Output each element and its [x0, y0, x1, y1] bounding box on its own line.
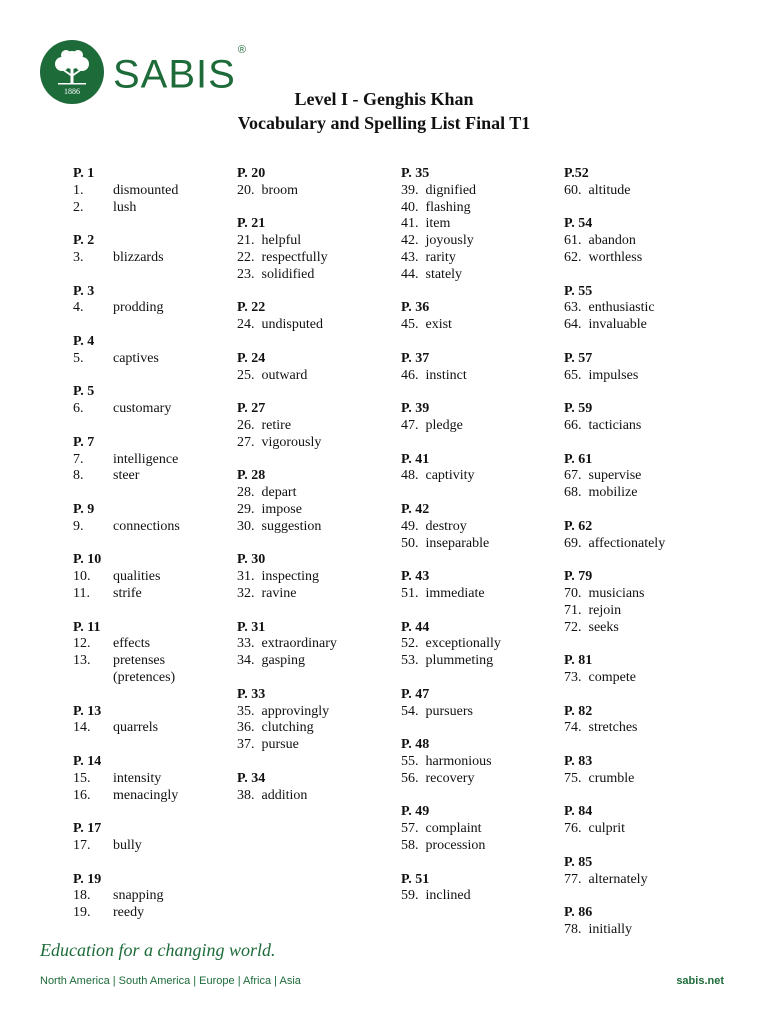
vocab-word: item	[425, 216, 451, 232]
vocab-word: tacticians	[588, 418, 642, 433]
vocab-word: invaluable	[588, 317, 647, 333]
vocab-item	[401, 232, 474, 249]
vocab-word: procession	[425, 838, 486, 853]
vocab-number: 56.	[401, 770, 419, 786]
page-heading: P. 55	[564, 283, 593, 299]
page-heading: P. 42	[401, 502, 430, 517]
vocab-item	[73, 182, 178, 199]
vocab-word: approvingly	[261, 703, 330, 719]
vocab-number: 53.	[401, 653, 419, 669]
vocab-number: 35.	[237, 703, 255, 719]
vocab-item	[237, 518, 321, 535]
page-heading: P. 54	[564, 216, 593, 232]
vocab-number: 3.	[73, 250, 84, 265]
vocab-word: exist	[425, 317, 452, 333]
vocab-number: 2.	[73, 199, 84, 215]
vocab-word: impulses	[588, 367, 639, 383]
vocab-number: 42.	[401, 233, 419, 249]
vocab-word: plummeting	[425, 653, 494, 669]
vocab-item	[237, 367, 307, 384]
page-heading: P. 84	[564, 804, 593, 820]
seal-year: 1886	[64, 87, 80, 96]
vocab-number: 77.	[564, 871, 582, 887]
page-heading: P. 62	[564, 518, 593, 534]
vocab-number: 23.	[237, 266, 255, 282]
vocab-item	[401, 887, 471, 904]
page-heading: P. 49	[401, 804, 430, 820]
page-heading: P. 86	[564, 905, 593, 921]
page-heading: P. 51	[401, 871, 430, 887]
page-heading: P. 27	[237, 401, 266, 417]
vocab-number: 37.	[237, 737, 255, 753]
vocab-item	[564, 585, 645, 602]
vocab-item	[73, 350, 159, 367]
vocab-item	[564, 921, 632, 938]
vocab-word: pursuers	[425, 703, 473, 719]
vocab-word: stretches	[588, 720, 638, 736]
vocab-number: 74.	[564, 720, 582, 736]
vocab-number: 27.	[237, 434, 255, 450]
page-heading: P. 21	[237, 216, 266, 232]
vocab-number: 62.	[564, 250, 582, 265]
vocab-item	[564, 719, 637, 736]
vocab-word: solidified	[261, 266, 315, 282]
vocab-item	[237, 652, 305, 669]
vocab-number: 6.	[73, 401, 84, 417]
vocab-item	[564, 619, 619, 636]
vocab-number: 29.	[237, 502, 255, 517]
footer-tagline: Education for a changing world.	[40, 940, 276, 960]
vocab-item	[73, 568, 160, 585]
vocab-number: 44.	[401, 266, 419, 282]
vocab-word: culprit	[588, 821, 626, 837]
vocab-number: 40.	[401, 199, 419, 215]
vocab-number: 75.	[564, 770, 582, 786]
vocab-number: 65.	[564, 367, 582, 383]
vocab-number: 78.	[564, 922, 582, 937]
page-heading: P. 11	[73, 619, 101, 635]
vocab-item	[564, 770, 634, 787]
vocab-word: inseparable	[425, 535, 490, 551]
vocab-word: suggestion	[261, 518, 322, 534]
vocab-word: addition	[261, 787, 308, 803]
vocab-number: 9.	[73, 518, 84, 534]
vocab-word: steer	[113, 468, 140, 484]
vocab-word: impose	[261, 502, 302, 517]
vocab-word: gasping	[261, 653, 306, 669]
vocab-word: dignified	[425, 182, 477, 198]
vocab-item	[564, 820, 625, 837]
page-heading: P. 10	[73, 552, 102, 568]
vocab-word: immediate	[425, 586, 485, 601]
vocab-item	[564, 232, 636, 249]
vocab-number: 20.	[237, 182, 255, 198]
page-heading: P. 83	[564, 754, 593, 769]
vocab-number: 22.	[237, 250, 255, 265]
page-heading: P. 4	[73, 334, 95, 349]
vocab-number: 26.	[237, 418, 255, 433]
vocab-number: 59.	[401, 888, 419, 904]
vocab-item	[73, 787, 178, 804]
vocab-number: 15.	[73, 770, 91, 786]
vocab-word: abandon	[588, 233, 636, 249]
vocab-word: strife	[113, 586, 142, 601]
vocab-word: pursue	[261, 737, 299, 753]
vocab-item	[401, 837, 485, 854]
vocab-item	[73, 669, 175, 686]
vocab-number: 7.	[73, 451, 84, 467]
vocab-item	[73, 199, 136, 216]
page-heading: P. 44	[401, 619, 430, 635]
page-heading: P. 48	[401, 737, 430, 753]
page-heading: P. 43	[401, 569, 430, 585]
vocab-number: 11.	[73, 586, 90, 601]
vocab-word: outward	[261, 367, 308, 383]
vocab-word: vigorously	[261, 434, 322, 450]
vocab-word: enthusiastic	[588, 300, 655, 316]
page-heading: P. 85	[564, 854, 593, 870]
vocab-number: 60.	[564, 182, 582, 198]
vocab-number: 71.	[564, 602, 582, 618]
vocab-item	[237, 266, 314, 283]
page-heading: P. 14	[73, 754, 102, 769]
vocab-item	[401, 417, 463, 434]
page-heading: P. 30	[237, 552, 266, 568]
vocab-word: captivity	[425, 468, 475, 484]
page-heading: P. 37	[401, 350, 430, 366]
registered-mark: ®	[237, 44, 247, 56]
page-heading: P. 7	[73, 434, 95, 450]
vocab-item	[73, 635, 150, 652]
page-heading: P. 61	[564, 451, 593, 467]
page-heading: P. 24	[237, 350, 266, 366]
vocab-word: dismounted	[113, 182, 179, 198]
page-heading: P. 28	[237, 468, 266, 484]
vocab-word: destroy	[425, 518, 467, 534]
vocab-item	[401, 703, 473, 720]
brand-text: SABIS	[113, 52, 236, 97]
vocab-word: respectfully	[261, 250, 328, 265]
vocab-word: affectionately	[588, 535, 666, 551]
vocab-number: 14.	[73, 720, 91, 736]
vocab-item	[73, 837, 142, 854]
page-heading: P. 3	[73, 283, 95, 299]
vocab-word: alternately	[588, 871, 648, 887]
page-heading: P. 2	[73, 233, 95, 249]
vocab-word: initially	[588, 922, 633, 937]
vocab-word: crumble	[588, 770, 635, 786]
vocab-item	[237, 736, 299, 753]
page-heading: P. 81	[564, 653, 593, 669]
vocab-item	[401, 367, 467, 384]
vocab-word: exceptionally	[425, 636, 501, 652]
page-heading: P. 59	[564, 401, 593, 417]
vocab-item	[237, 182, 298, 199]
vocab-number: 55.	[401, 754, 419, 769]
vocab-item	[401, 535, 489, 552]
vocab-item	[401, 518, 467, 535]
vocab-item	[401, 199, 471, 216]
vocab-word: ravine	[261, 586, 297, 601]
vocab-number: 63.	[564, 300, 582, 316]
vocab-number: 38.	[237, 787, 255, 803]
vocab-word: compete	[588, 670, 636, 685]
vocab-word: supervise	[588, 468, 642, 484]
vocab-word: seeks	[588, 619, 619, 635]
vocab-number: 25.	[237, 367, 255, 383]
vocab-item	[237, 434, 321, 451]
vocab-word: instinct	[425, 367, 467, 383]
vocab-number: 67.	[564, 468, 582, 484]
vocab-word: retire	[261, 418, 292, 433]
vocab-number: 68.	[564, 485, 582, 501]
vocab-item	[401, 467, 475, 484]
vocab-item	[401, 770, 474, 787]
vocab-word: flashing	[425, 199, 471, 215]
vocab-word: inspecting	[261, 569, 320, 585]
vocab-item	[401, 249, 456, 266]
vocab-number: 43.	[401, 250, 419, 265]
vocab-word: connections	[113, 518, 180, 534]
vocab-item	[73, 719, 158, 736]
vocab-item	[73, 467, 139, 484]
vocab-number: 33.	[237, 636, 255, 652]
vocab-number: 57.	[401, 821, 419, 837]
vocab-number: 39.	[401, 182, 419, 198]
page-heading: P. 82	[564, 703, 593, 719]
vocab-item	[237, 232, 301, 249]
vocab-word: inclined	[425, 888, 471, 904]
vocab-number: 8.	[73, 468, 84, 484]
vocab-word: complaint	[425, 821, 482, 837]
vocab-number: 4.	[73, 300, 84, 316]
vocab-word: rejoin	[588, 602, 622, 618]
vocab-item	[73, 585, 142, 602]
vocab-word: broom	[261, 182, 299, 198]
page-heading: P. 20	[237, 166, 266, 181]
vocab-number: 48.	[401, 468, 419, 484]
vocab-number: 64.	[564, 317, 582, 333]
vocab-word: worthless	[588, 250, 643, 265]
vocab-word: qualities	[113, 569, 161, 585]
vocab-word: joyously	[425, 233, 474, 249]
vocab-item	[401, 182, 476, 199]
vocab-number: 12.	[73, 636, 91, 652]
vocab-number: 47.	[401, 418, 419, 433]
page-heading: P. 19	[73, 871, 102, 887]
page-heading: P. 47	[401, 686, 430, 702]
vocab-number: 19.	[73, 905, 91, 921]
vocab-number: 76.	[564, 821, 582, 837]
vocab-word: captives	[113, 350, 159, 366]
vocab-word: clutching	[261, 720, 314, 736]
vocab-item	[237, 703, 329, 720]
vocab-number: 17.	[73, 838, 91, 853]
vocab-number: 31.	[237, 569, 255, 585]
page-heading: P. 57	[564, 350, 593, 366]
vocab-number: 41.	[401, 216, 419, 232]
vocab-item	[401, 215, 450, 232]
vocab-item	[73, 451, 178, 468]
page-heading: P. 36	[401, 300, 430, 316]
vocab-item	[564, 417, 641, 434]
vocab-word: harmonious	[425, 754, 492, 769]
vocab-item	[237, 635, 337, 652]
vocab-item	[564, 669, 636, 686]
page-heading: P. 34	[237, 770, 266, 786]
vocab-number: 28.	[237, 485, 255, 501]
vocab-word: prodding	[113, 300, 164, 316]
footer-website: sabis.net	[676, 975, 724, 987]
vocab-number: 18.	[73, 888, 91, 904]
vocab-word: reedy	[113, 905, 145, 921]
vocab-number: 45.	[401, 317, 419, 333]
vocab-number: 46.	[401, 367, 419, 383]
vocab-item	[564, 249, 642, 266]
vocab-word: extraordinary	[261, 636, 337, 652]
vocab-word: helpful	[261, 233, 302, 249]
vocab-item	[564, 316, 647, 333]
vocab-item	[564, 299, 655, 316]
vocab-item	[564, 182, 631, 199]
vocab-word: quarrels	[113, 720, 159, 736]
vocab-number: 69.	[564, 535, 582, 551]
vocab-item	[401, 753, 492, 770]
vocab-item	[237, 501, 302, 518]
page-heading: P. 1	[73, 166, 95, 181]
vocab-word: customary	[113, 401, 172, 417]
vocab-number: 32.	[237, 586, 255, 601]
vocab-item	[564, 484, 638, 501]
vocab-number: 24.	[237, 317, 255, 333]
vocab-item	[564, 467, 641, 484]
vocab-item	[73, 904, 144, 921]
vocab-word: undisputed	[261, 317, 323, 333]
vocab-number: 1.	[73, 182, 84, 198]
vocab-word: pledge	[425, 418, 463, 433]
vocab-number: 70.	[564, 586, 582, 601]
vocab-number: 66.	[564, 418, 582, 433]
vocab-item	[564, 535, 665, 552]
vocab-item	[73, 249, 164, 266]
vocab-item	[73, 770, 161, 787]
vocab-number: 54.	[401, 703, 419, 719]
page-heading: P. 13	[73, 703, 102, 719]
vocab-word: stately	[425, 266, 463, 282]
vocab-item	[237, 484, 296, 501]
vocab-number: 13.	[73, 653, 91, 669]
vocab-word: (pretences)	[113, 670, 176, 685]
vocab-word: mobilize	[588, 485, 638, 501]
vocab-number: 51.	[401, 586, 419, 601]
vocab-number: 10.	[73, 569, 91, 585]
vocab-item	[73, 518, 180, 535]
page-heading: P. 17	[73, 821, 102, 837]
vocab-number: 49.	[401, 518, 419, 534]
vocab-word: pretenses	[113, 653, 166, 669]
page-heading: P. 31	[237, 619, 266, 635]
vocab-item	[237, 719, 314, 736]
vocab-number: 73.	[564, 670, 582, 685]
vocab-item	[401, 266, 462, 283]
vocab-item	[401, 635, 501, 652]
vocab-number: 50.	[401, 535, 419, 551]
vocab-item	[564, 871, 648, 888]
vocab-number: 72.	[564, 619, 582, 635]
vocab-number: 58.	[401, 838, 419, 853]
vocab-number: 5.	[73, 350, 84, 366]
vocab-word: musicians	[588, 586, 645, 601]
vocab-item	[401, 585, 485, 602]
page-heading: P. 9	[73, 502, 95, 517]
vocab-item	[237, 417, 291, 434]
page-heading: P. 33	[237, 686, 266, 702]
page-heading: P. 5	[73, 384, 95, 400]
vocab-word: bully	[113, 838, 142, 853]
vocab-number: 36.	[237, 720, 255, 736]
vocab-word: lush	[113, 199, 137, 215]
vocab-word: blizzards	[113, 250, 164, 265]
vocab-item	[564, 602, 621, 619]
vocab-item	[237, 568, 319, 585]
page-heading: P. 41	[401, 451, 430, 467]
vocab-word: altitude	[588, 182, 631, 198]
document-subtitle: Vocabulary and Spelling List Final T1	[237, 113, 531, 133]
vocab-word: effects	[113, 636, 151, 652]
vocab-item	[237, 249, 328, 266]
vocab-word: rarity	[425, 250, 456, 265]
vocab-item	[237, 585, 296, 602]
vocab-item	[401, 820, 482, 837]
vocab-word: intensity	[113, 770, 162, 786]
page-heading: P. 22	[237, 300, 266, 316]
vocab-number: 61.	[564, 233, 582, 249]
vocab-item	[73, 652, 165, 669]
page-heading: P. 39	[401, 401, 430, 417]
vocab-item	[73, 299, 164, 316]
vocab-item	[237, 316, 323, 333]
page-heading: P. 79	[564, 569, 593, 585]
vocab-number: 52.	[401, 636, 419, 652]
vocab-number: 34.	[237, 653, 255, 669]
vocab-word: menacingly	[113, 787, 179, 803]
document-title: Level I - Genghis Khan	[294, 89, 474, 109]
vocab-number: 21.	[237, 233, 255, 249]
page-heading: P.52	[564, 166, 589, 181]
vocab-item	[401, 652, 493, 669]
vocab-word: snapping	[113, 888, 164, 904]
vocab-item	[401, 316, 452, 333]
vocab-item	[73, 887, 164, 904]
vocab-item	[73, 400, 171, 417]
page-heading: P. 35	[401, 166, 430, 181]
vocab-item	[237, 787, 307, 804]
vocab-number: 30.	[237, 518, 255, 534]
vocab-item	[564, 367, 638, 384]
vocab-word: intelligence	[113, 451, 179, 467]
footer-regions: North America | South America | Europe | Africa | Asia	[40, 975, 301, 987]
vocab-number: 16.	[73, 787, 91, 803]
vocab-word: depart	[261, 485, 297, 501]
vocab-word: recovery	[425, 770, 475, 786]
